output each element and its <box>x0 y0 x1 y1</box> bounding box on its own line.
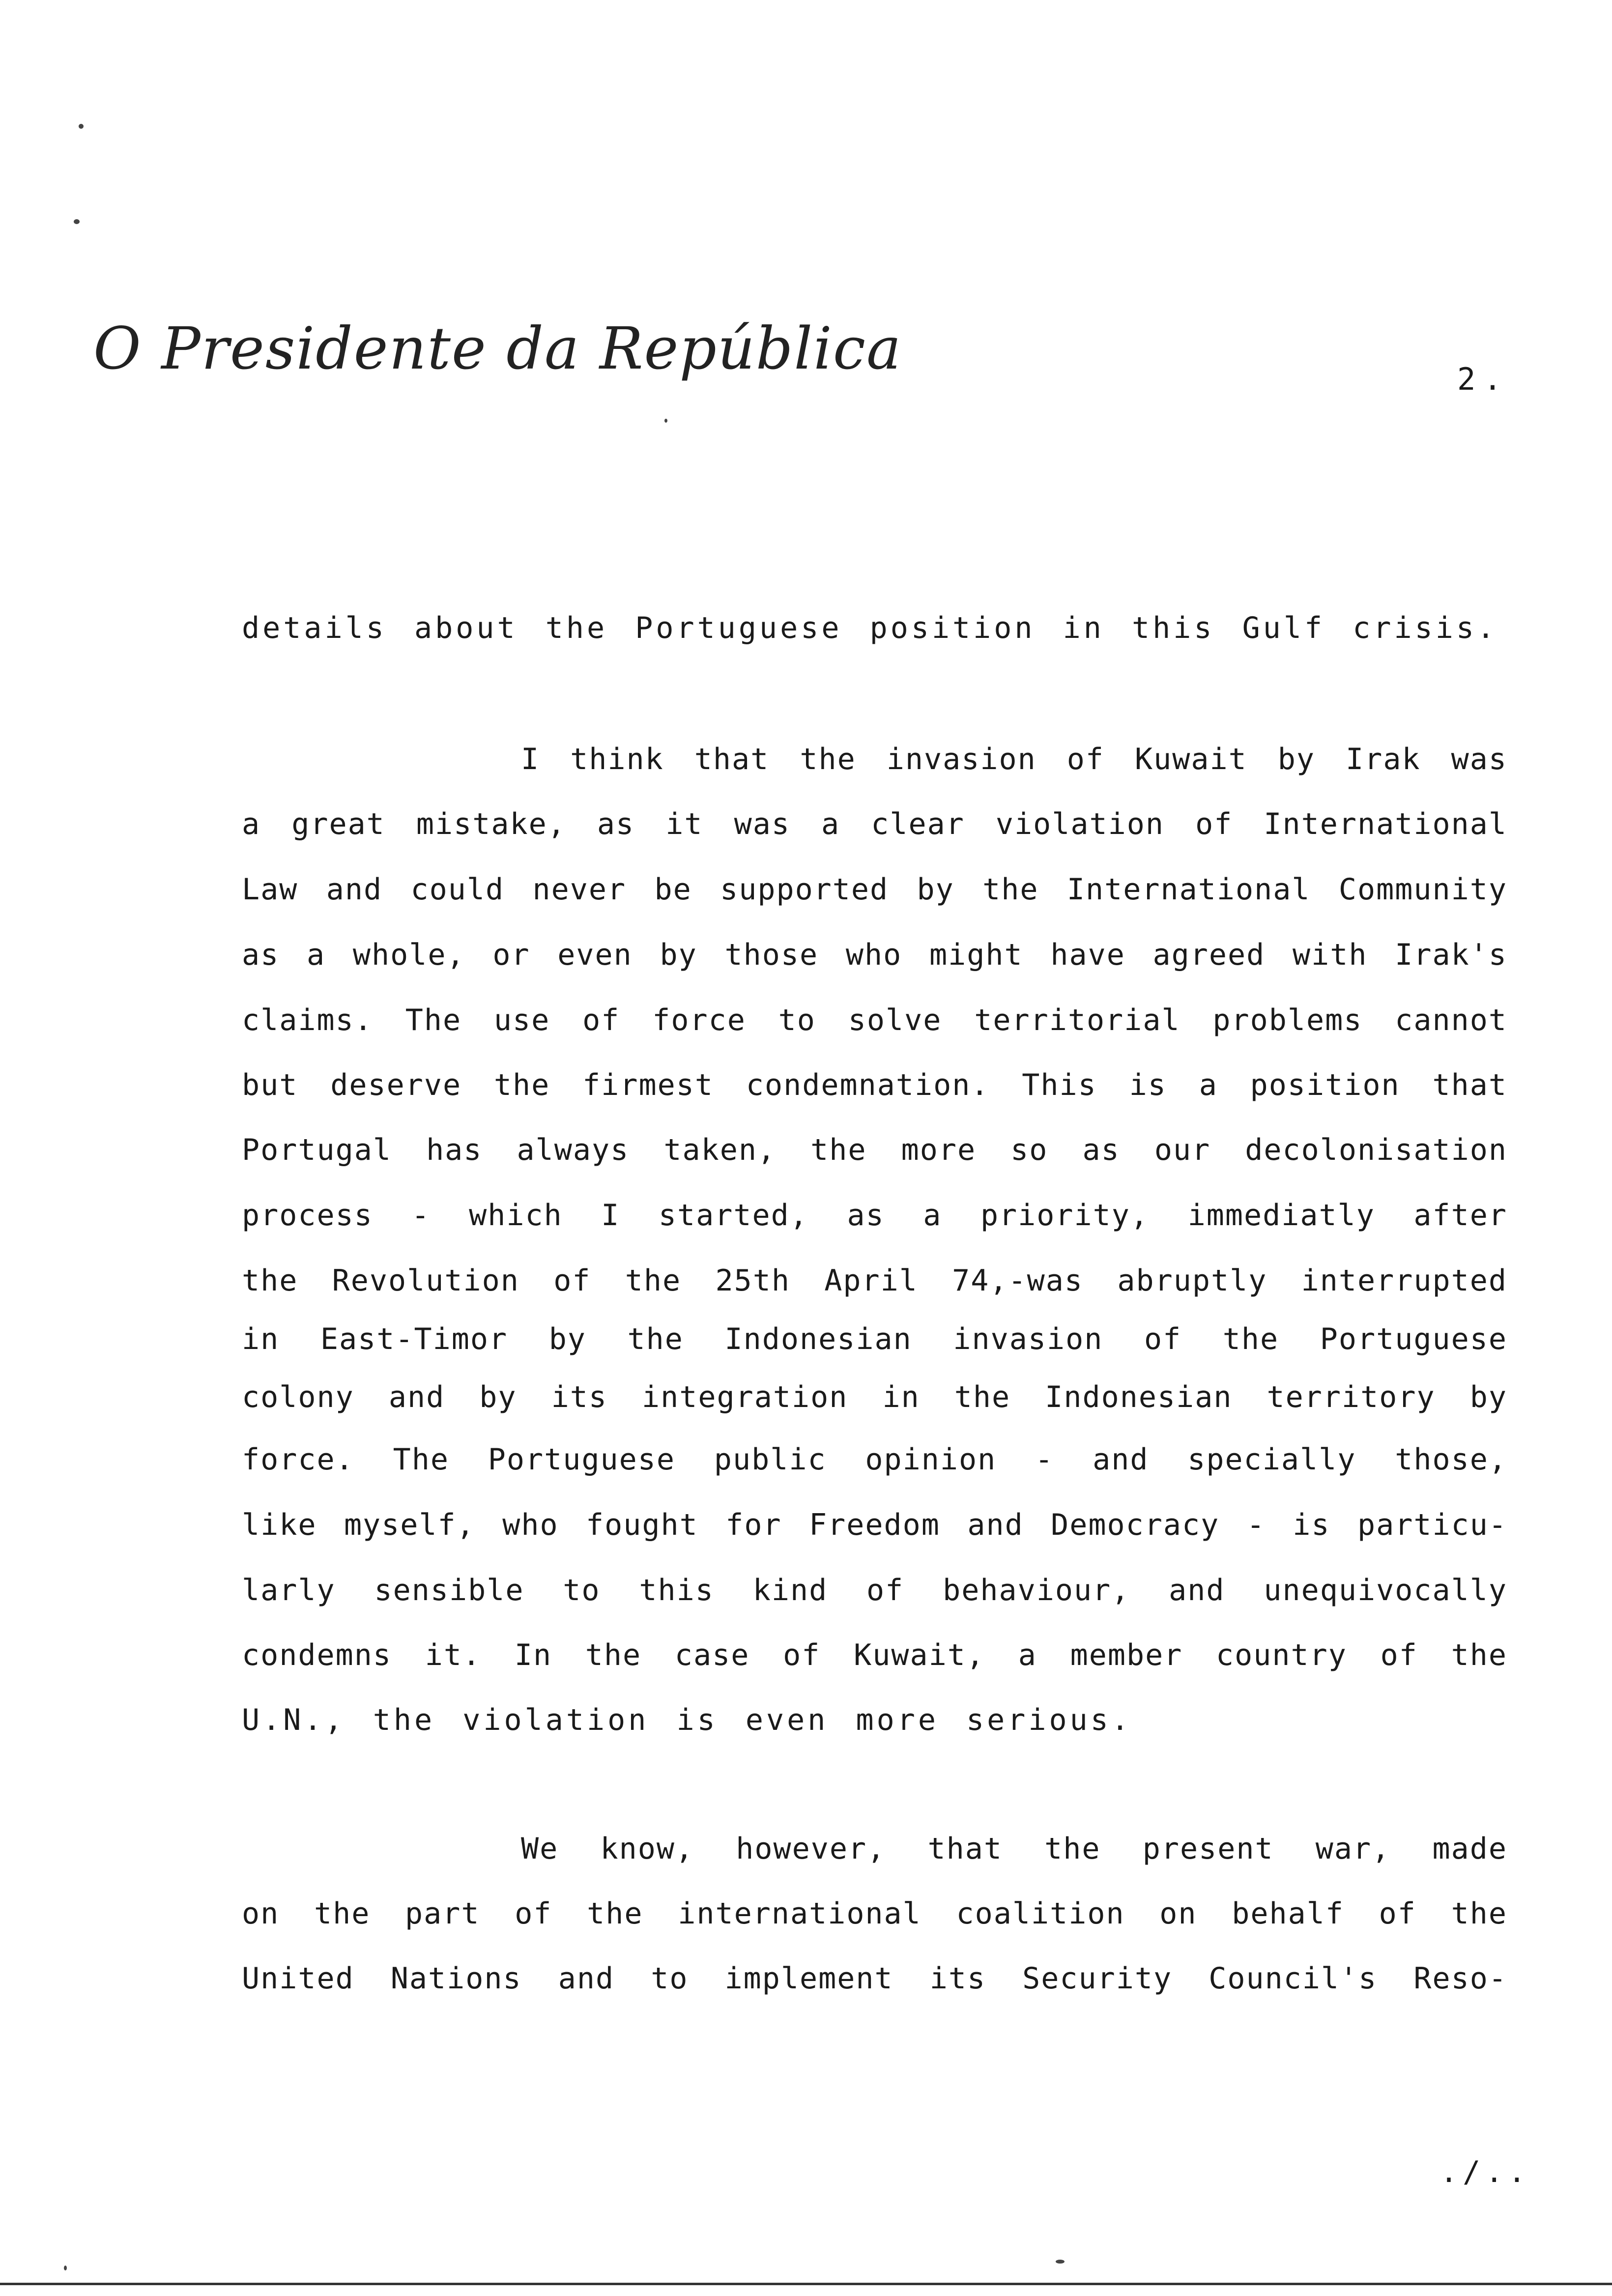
text-line: colony and by its integration in the Indonesian territory by <box>242 1380 1507 1414</box>
text-line: the Revolution of the 25th April 74,-was abruptly interrupted <box>242 1263 1507 1298</box>
text-line: as a whole, or even by those who might have agreed with Irak's <box>242 938 1507 972</box>
text-line: a great mistake, as it was a clear violation of International <box>242 807 1507 841</box>
text-line: in East-Timor by the Indonesian invasion of the Portuguese <box>242 1322 1507 1356</box>
bottom-rule <box>0 2283 1612 2285</box>
continuation-mark: ./.. <box>1440 2155 1531 2189</box>
text-line: United Nations and to implement its Security Council's Reso- <box>242 1961 1507 1996</box>
scan-speck <box>64 2266 67 2270</box>
text-line: like myself, who fought for Freedom and Democracy - is particu- <box>242 1508 1507 1542</box>
scan-speck <box>664 419 667 423</box>
text-line: Law and could never be supported by the International Community <box>242 872 1507 907</box>
letterhead: O Presidente da República <box>93 315 902 382</box>
text-line: details about the Portuguese position in this Gulf crisis. <box>242 611 1498 645</box>
text-line: claims. The use of force to solve territorial problems cannot <box>242 1003 1507 1037</box>
page-number: 2. <box>1457 361 1510 397</box>
text-line: process - which I started, as a priority, immediatly after <box>242 1198 1507 1233</box>
scan-speck <box>74 219 80 224</box>
text-line: We know, however, that the present war, made <box>521 1832 1507 1866</box>
text-line: on the part of the international coalition on behalf of the <box>242 1896 1507 1931</box>
text-line: but deserve the firmest condemnation. This is a position that <box>242 1068 1507 1102</box>
scan-speck <box>1056 2260 1065 2264</box>
text-line: larly sensible to this kind of behaviour, and unequivocally <box>242 1573 1507 1607</box>
text-line: Portugal has always taken, the more so as our decolonisation <box>242 1133 1507 1167</box>
scan-speck <box>79 124 84 129</box>
text-line: condemns it. In the case of Kuwait, a member country of the <box>242 1638 1507 1672</box>
text-line: force. The Portuguese public opinion - and specially those, <box>242 1442 1507 1477</box>
text-line: I think that the invasion of Kuwait by Irak was <box>521 742 1507 776</box>
text-line: U.N., the violation is even more serious. <box>242 1703 1132 1737</box>
